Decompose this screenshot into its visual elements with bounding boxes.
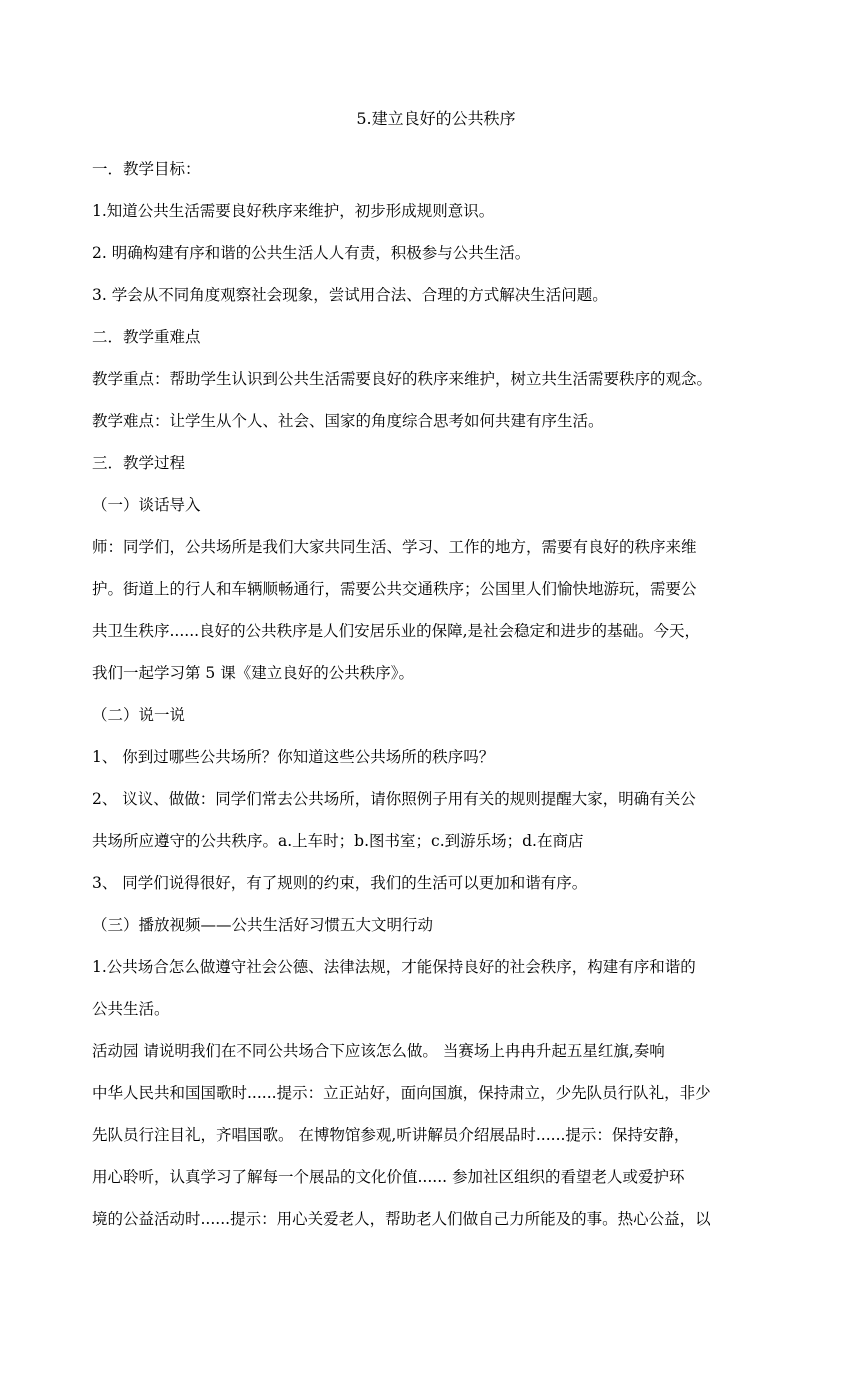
subsection-heading-video: （三）播放视频——公共生活好习惯五大文明行动 xyxy=(92,916,434,934)
intro-paragraph-line-4: 我们一起学习第 5 课《建立良好的公共秩序》。 xyxy=(92,664,414,682)
objective-item-2: 2. 明确构建有序和谐的公共生活人人有责，积极参与公共生活。 xyxy=(92,244,531,262)
discussion-item-1: 1、 你到过哪些公共场所？你知道这些公共场所的秩序吗？ xyxy=(92,748,495,766)
subsection-heading-discussion: （二）说一说 xyxy=(92,706,186,724)
teaching-focus: 教学重点：帮助学生认识到公共生活需要良好的秩序来维护，树立共生活需要秩序的观念。 xyxy=(92,370,713,388)
activity-line-5: 境的公益活动时......提示：用心关爱老人，帮助老人们做自己力所能及的事。热心公益，以 xyxy=(92,1210,711,1228)
activity-line-2: 中华人民共和国国歌时......提示：立正站好，面向国旗，保持肃立，少先队员行队礼，非少 xyxy=(92,1084,711,1102)
objective-item-3: 3. 学会从不同角度观察社会现象，尝试用合法、合理的方式解决生活问题。 xyxy=(92,286,608,304)
intro-paragraph-line-3: 共卫生秩序......良好的公共秩序是人们安居乐业的保障,是社会稳定和进步的基础。今天， xyxy=(92,622,700,640)
section-heading-objectives: 一．教学目标： xyxy=(92,160,201,178)
subsection-heading-intro: （一）谈话导入 xyxy=(92,496,201,514)
activity-line-4: 用心聆听，认真学习了解每一个展品的文化价值...... 参加社区组织的看望老人或爱护环 xyxy=(92,1168,685,1186)
document-page xyxy=(92,107,772,1240)
objective-item-1: 1.知道公共生活需要良好秩序来维护，初步形成规则意识。 xyxy=(92,202,495,220)
activity-line-3: 先队员行注目礼，齐唱国歌。 在博物馆参观,听讲解员介绍展品时......提示：保持安静， xyxy=(92,1126,690,1144)
discussion-item-2-line-1: 2、 议议、做做：同学们常去公共场所，请你照例子用有关的规则提醒大家，明确有关公 xyxy=(92,790,696,808)
discussion-item-2-line-2: 共场所应遵守的公共秩序。a.上车时；b.图书室；c.到游乐场；d.在商店 xyxy=(92,832,584,850)
intro-paragraph-line-1: 师：同学们，公共场所是我们大家共同生活、学习、工作的地方，需要有良好的秩序来维 xyxy=(92,538,697,556)
section-heading-key-points: 二．教学重难点 xyxy=(92,328,201,346)
teaching-difficulty: 教学难点：让学生从个人、社会、国家的角度综合思考如何共建有序生活。 xyxy=(92,412,604,430)
activity-line-1: 活动园 请说明我们在不同公共场合下应该怎么做。 当赛场上冉冉升起五星红旗,奏响 xyxy=(92,1042,665,1060)
document-title: 5.建立良好的公共秩序 xyxy=(356,109,516,128)
section-heading-process: 三．教学过程 xyxy=(92,454,186,472)
discussion-item-3: 3、 同学们说得很好，有了规则的约束，我们的生活可以更加和谐有序。 xyxy=(92,874,588,892)
video-item-1-line-1: 1.公共场合怎么做遵守社会公德、法律法规，才能保持良好的社会秩序，构建有序和谐的 xyxy=(92,958,696,976)
intro-paragraph-line-2: 护。街道上的行人和车辆顺畅通行，需要公共交通秩序；公国里人们愉快地游玩，需要公 xyxy=(92,580,697,598)
video-item-1-line-2: 公共生活。 xyxy=(92,1000,170,1018)
